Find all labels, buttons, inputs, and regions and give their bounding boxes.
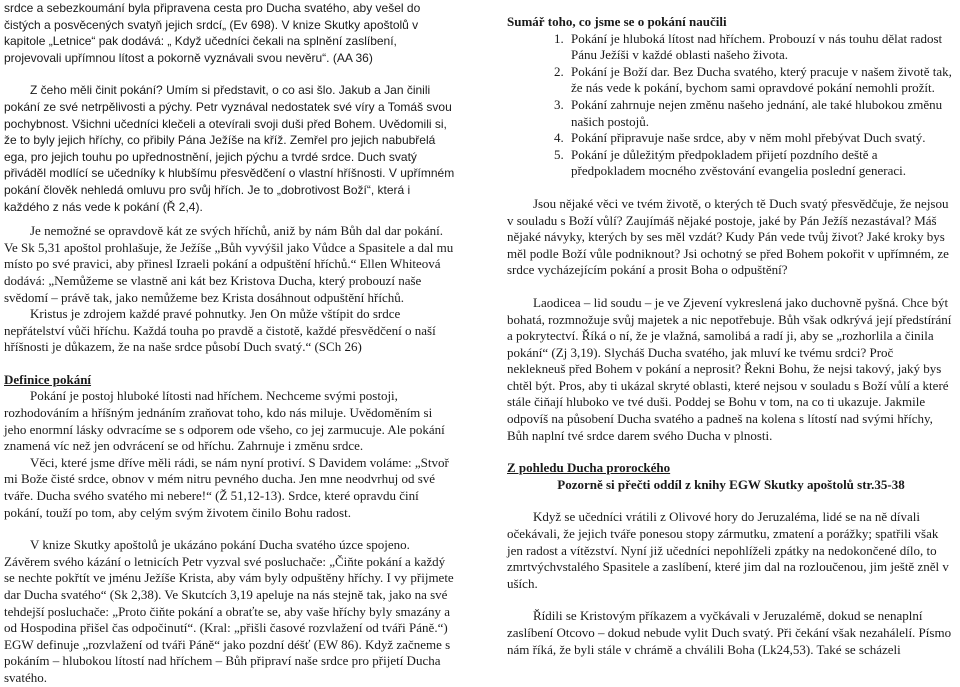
summary-heading: Sumář toho, co jsme se o pokání naučili: [507, 14, 727, 29]
questions-paragraph: Jsou nějaké věci ve tvém životě, o kterých tě Duch svatý přesvědčuje, že nejsou v souladu s Boží vůlí? Zaujímáš nějaké postoje, jaké by Pán Ježíš nezastával? Máš nějaké návyky, kterých by ses měl vzdát? Kudy Pán vede tvůj život? Jaké kroky bys měl podle Boží vůle podniknout? Jsi ochotný se před Bohem pokořit v upřímném, ze srdce vycházejícím pokání a prosit Boha o odpuštění?: [507, 195, 949, 278]
intro-paragraph: srdce a sebezkoumání byla připravena cesta pro Ducha svatého, aby vešel do čistých a posvěcených svatyň jejich srdcí„ (Ev 698). V knize Skutky apoštolů v kapitole „Letnice“ pak dodává: „ Když učedníci čekali na splnění zaslíbení, projevovali upřímnou lítost a pokorně vyznávali svou nevěru“. (AA 36): [4, 1, 421, 65]
disciples-paragraph: Když se učedníci vrátili z Olivové hory do Jeruzaléma, lidé se na ně dívali očekávali, že jejich tváře ponesou stopy zármutku, zmatení a porážky; spatřili však jen radost a vítězství. Nyní již učedníci nepohlíželi zpátky na nedokončené dílo, to zmrtvýchvstalého Spasitele a zaslíbení, které jim dal na rozloučenou, jim ještě zněl v uších.: [507, 509, 949, 591]
christ-source-paragraph: Kristus je zdrojem každé pravé pohnutky. Jen On může vštípit do srdce nepřátelství vůči hříchu. Každá touha po pravdě a čistotě, každé přesvědčení o naší hříšnosti je důkazem, že na naše srdce působí Duch svatý.“ (SCh 26): [4, 306, 436, 355]
summary-item: 4. Pokání připravuje naše srdce, aby v něm mohl přebývat Duch svatý.: [567, 130, 955, 147]
left-column: [4, 0, 456, 687]
summary-item: 5. Pokání je důležitým předpokladem přijetí pozdního deště a předpokladem mocného zvěstování evangelia poslední generaci.: [567, 147, 955, 180]
perspective-subheading: Pozorně si přečti oddíl z knihy EGW Skutky apoštolů str.35-38: [557, 476, 905, 492]
repentance-paragraph: Z čeho měli činit pokání? Umím si představit, o co asi šlo. Jakub a Jan činili pokání ze své netrpělivosti a pýchy. Petr vyznával nedostatek své víry a Tomáš svou pochybnost. Všichni učedníci klečeli a otevírali svoji duši před Bohem. Uvědomili si, že to byly jejich hříchy, co přibily Pána Ježíše na kříž. Zemřel pro jejich nabubřelá ega, pro jejich touhu po upřednostnění, jejich pýchu a tvrdé srdce. Duch svatý přiváděl modlící se učedníky k hlubšímu přesvědčení o vlastní hříšnosti. V upřímném pokání člověk nehledá omluvu pro svůj hřích. Je to „dobrotivost Boží“, která i každého z nás vede k pokání (Ř 2,4).: [4, 83, 455, 214]
right-column: [507, 0, 955, 658]
laodicea-paragraph: Laodicea – lid soudu – je ve Zjevení vykreslená jako duchovně pyšná. Chce být bohatá, rozmnožuje svůj majetek a nic nepotřebuje. Bůh však odkrývá její předstírání a pokrytectví. Říká o ní, že je vlažná, samolibá a radí ji, aby se „rozhorlila a činila pokání“ (Zj 3,19). Slycháš Ducha svatého, jak mluví ke tvému srdci? Proč neklekneuš před Bohem v pokání a neprosit? Řekni Bohu, že nejsi takový, jaký bys chtěl být. Pros, aby ti ukázal skryté oblasti, které nejsou v souladu s Boží vůlí a které stále čiňají hluboko ve tvé duši. Poddej se Bohu v tom, na co ti ukazuje. Jakmile odpovíš na působení Ducha svatého a padneš na kolena s lítostí nad svými hříchy, Bůh naplní tvé srdce darem svého Ducha v plnosti.: [507, 294, 952, 443]
definition-heading: Definice pokání: [4, 371, 92, 387]
definition-paragraph: Pokání je postoj hluboké lítosti nad hříchem. Nechceme svými postoji, rozhodováním a hříšným jednáním zraňovat toho, kdo nás miluje. Uvědoměním si jeho enormní lásky odvracíme se s odporem ode všeho, co jej zarmucuje. Ale pokání znamená víc než jen odvrácení se od hříchu. Zahrnuje i změnu srdce.: [4, 388, 445, 454]
perspective-heading: Z pohledu Ducha prorockého: [507, 460, 671, 476]
acts-paragraph: V knize Skutky apoštolů je ukázáno pokání Ducha svatého úzce spojeno. Závěrem svého kázání o letnicích Petr vyzval své posluchače: „Čiňte pokání a každý se nechte pokřtít ve jménu Ježíše Krista, aby vám byly odpuštěny hříchy. I vy přijmete dar Ducha svatého“ (Sk 2,38). Ve Skutcích 3,19 apeluje na nás stejně tak, jako na své tehdejší posluchače: „Proto čiňte pokání a obraťte se, aby vaše hříchy byly smazány a od Hospodina přišel čas odpočinutí“. (Kral: „přišli časové rozvlažení od tváři Páně.“) EGW definuje „rozvlažení od tváři Páně“ jako pozdní déšť (EW 86). Když začneme s pokáním – hlubokou lítostí nad hříchem – Bůh připraví naše srdce pro přijetí Ducha svatého.: [4, 537, 454, 685]
summary-list: [507, 31, 955, 180]
things-paragraph: Věci, které jsme dříve měli rádi, se nám nyní protiví. S Davidem voláme: „Stvoř mi Bože čisté srdce, obnov v mém nitru pevného ducha. Jen mne neodvrhuj od své tváře. Ducha svého svatého mi nebere!“ (Ž 51,12-13). Srdce, které opravdu činí pokání, touží po tom, aby celým svým životem činilo Bohu radost.: [4, 454, 449, 520]
summary-item: 3. Pokání zahrnuje nejen změnu našeho jednání, ale také hlubokou změnu našich postojů.: [567, 97, 955, 130]
gift-of-repentance-paragraph: Je nemožné se opravdově kát ze svých hříchů, aniž by nám Bůh dal dar pokání. Ve Sk 5,31 apoštol prohlašuje, že Ježíše „Bůh vyvýšil jako Vůdce a Spasitele a dal mu místo po své pravici, aby přinesl Izraeli pokání a odpuštění hříchů.“ Ellen Whiteová dodává: „Nemůžeme se vlastně ani kát bez Kristova Ducha, který probouzí naše svědomí – právě tak, jako nemůžeme bez Krista dosáhnout odpuštění hříchů.: [4, 223, 454, 305]
summary-item: 2. Pokání je Boží dar. Bez Ducha svatého, který pracuje v našem životě tak, že nás vede k pokání, bychom sami opravdové pokání nemohli prožít.: [567, 64, 955, 97]
summary-item: 1. Pokání je hluboká lítost nad hříchem. Probouzí v nás touhu dělat radost Pánu Ježíši v každé oblasti našeho života.: [567, 31, 955, 64]
order-paragraph: Řídili se Kristovým příkazem a vyčkávali v Jeruzalémě, dokud se nenaplní zaslíbení Otcovo – dokud nebude vylit Duch svatý. Při čekání však nezahálelí. Písmo nám říká, že byli stále v chrámě a chválili Boha (Lk24,53). Také se scházeli: [507, 608, 952, 657]
